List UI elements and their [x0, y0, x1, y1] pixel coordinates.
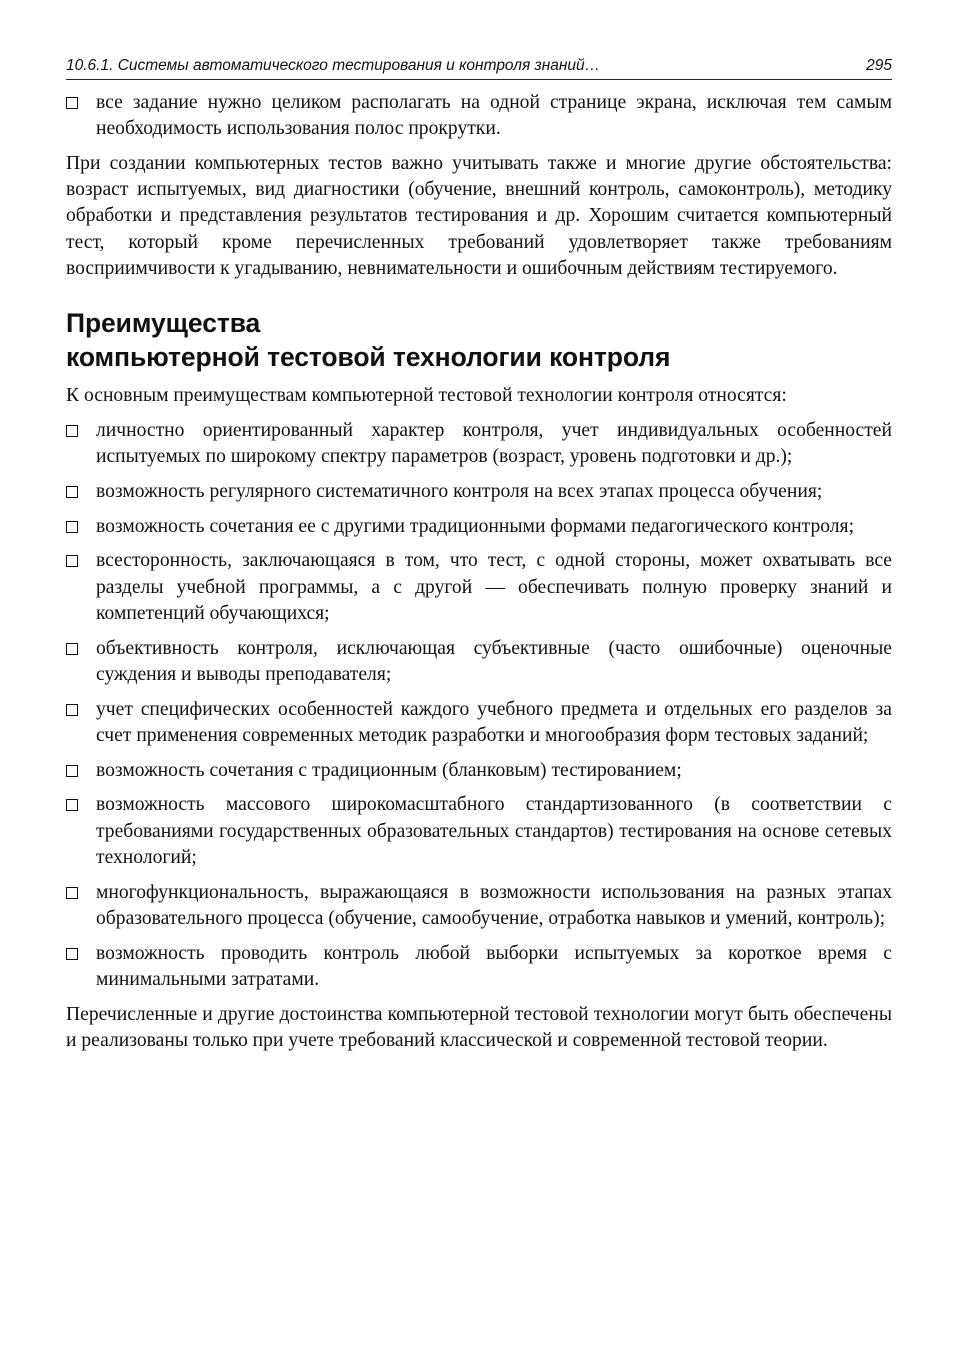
- list-item: учет специфических особенностей каждого учебного предмета и отдельных его разделов за счет применения современных методик разработки и многообразия форм тестовых заданий;: [66, 697, 892, 749]
- list-item: возможность массового широкомасштабного стандартизованного (в соответствии с требованиями государственных образовательных стандартов) тестирования на основе сетевых технологий;: [66, 792, 892, 871]
- lead-paragraph: К основным преимуществам компьютерной тестовой технологии контроля относятся:: [66, 385, 787, 407]
- list-item: возможность регулярного систематичного контроля на всех этапах процесса обучения;: [66, 479, 892, 505]
- heading-line-1: Преимущества: [66, 308, 261, 339]
- checkbox-bullet-icon: [66, 948, 78, 960]
- list-item: все задание нужно целиком располагать на одной странице экрана, исключая тем самым необходимость использования полос прокрутки.: [66, 90, 892, 142]
- list-item: возможность сочетания ее с другими традиционными формами педагогического контроля;: [66, 514, 892, 540]
- list-item: возможность проводить контроль любой выборки испытуемых за короткое время с минимальными затратами.: [66, 941, 892, 993]
- list-item: всесторонность, заключающаяся в том, что тест, с одной стороны, может охватывать все разделы учебной программы, а с другой — обеспечивать полную проверку знаний и компетенций обучающихся;: [66, 548, 892, 627]
- page-body: [66, 90, 892, 1054]
- closing-paragraph: Перечисленные и другие достоинства компьютерной тестовой технологии могут быть обеспечены и реализованы только при учете требований классической и современной тестовой теории.: [66, 1003, 892, 1051]
- checkbox-bullet-icon: [66, 704, 78, 716]
- page-number: 295: [866, 57, 892, 74]
- top-checklist: [66, 90, 892, 142]
- list-item: объективность контроля, исключающая субъективные (часто ошибочные) оценочные суждения и выводы преподавателя;: [66, 636, 892, 688]
- heading-line-2: компьютерной тестовой технологии контроля: [66, 342, 671, 373]
- section-title: 10.6.1. Системы автоматического тестирования и контроля знаний…: [66, 57, 601, 74]
- checkbox-bullet-icon: [66, 887, 78, 899]
- checkbox-bullet-icon: [66, 555, 78, 567]
- book-page: [66, 56, 892, 1063]
- checkbox-bullet-icon: [66, 425, 78, 437]
- checkbox-bullet-icon: [66, 643, 78, 655]
- section-heading: [66, 306, 892, 374]
- checkbox-bullet-icon: [66, 765, 78, 777]
- checkbox-bullet-icon: [66, 799, 78, 811]
- list-item: личностно ориентированный характер контроля, учет индивидуальных особенностей испытуемых по широкому спектру параметров (возраст, уровень подготовки и др.);: [66, 418, 892, 470]
- list-item: возможность сочетания с традиционным (бланковым) тестированием;: [66, 758, 892, 784]
- checkbox-bullet-icon: [66, 521, 78, 533]
- advantages-checklist: [66, 418, 892, 993]
- list-item: многофункциональность, выражающаяся в возможности использования на разных этапах образовательного процесса (обучение, самообучение, отработка навыков и умений, контроль);: [66, 880, 892, 932]
- checkbox-bullet-icon: [66, 486, 78, 498]
- intro-paragraph: При создании компьютерных тестов важно учитывать также и многие другие обстоятельства: возраст испытуемых, вид диагностики (обучение, внешний контроль, самоконтроль), методику обработки и представления результатов тестирования и др. Хорошим считается компьютерный тест, который кроме перечисленных требований удовлетворяет также требованиям восприимчивости к угадыванию, невнимательности и ошибочным действиям тестируемого.: [66, 153, 892, 279]
- running-header: [66, 56, 892, 80]
- checkbox-bullet-icon: [66, 97, 78, 109]
